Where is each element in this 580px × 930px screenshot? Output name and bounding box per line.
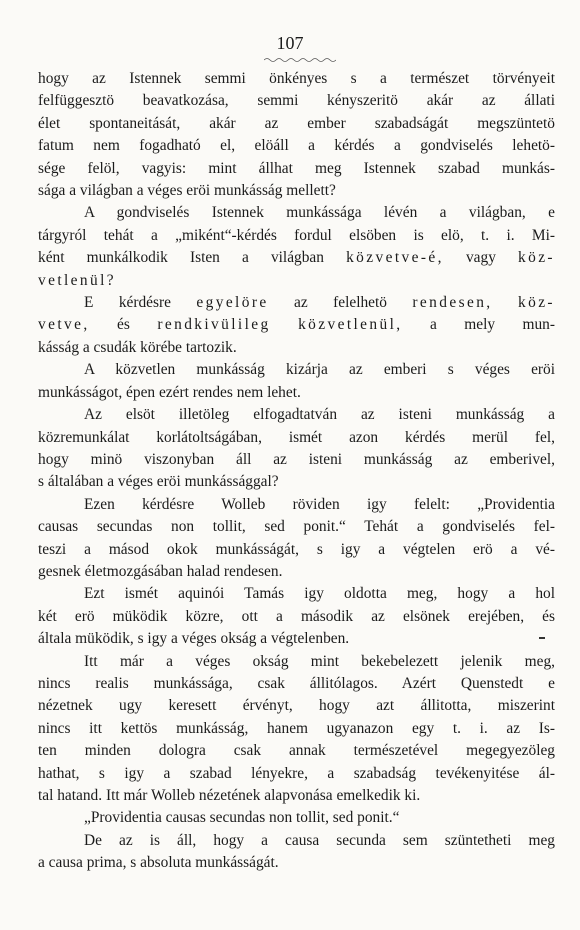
text-line: gesnek életmozgásában halad rendesen. bbox=[38, 562, 283, 580]
text-line bbox=[38, 292, 555, 314]
text-line: Ezt ismét aquinói Tamás igy oldotta meg, hogy a hol bbox=[84, 585, 555, 603]
text-line: Itt már a véges okság mint bekebelezett jelenik meg, bbox=[84, 652, 555, 670]
text-line bbox=[38, 247, 555, 269]
text-fragment: vagy bbox=[465, 249, 496, 267]
text-fragment: E kérdésre bbox=[84, 294, 171, 312]
text-line: általa müködik, s igy a véges okság a végtelenben. bbox=[38, 630, 350, 648]
text-line: sége felöl, vagyis: mint állhat meg Istennek szabad munkás- bbox=[38, 159, 555, 177]
text-line: hathat, s igy a szabad lényekre, a szabadság tevékenyitése ál- bbox=[38, 764, 555, 782]
text-line: ten minden dologra csak annak természetével megegyezöleg bbox=[38, 742, 555, 760]
text-line: A gondviselés Istennek munkássága lévén a világban, e bbox=[84, 204, 555, 222]
text-line: sága a világban a véges eröi munkásság mellett? bbox=[38, 182, 336, 200]
margin-dash bbox=[539, 637, 545, 639]
text-line: vetlenül? bbox=[38, 271, 117, 289]
spaced-emphasis: közvetve-é, bbox=[346, 249, 444, 267]
text-line: teszi a másod okok munkásságát, s igy a végtelen erö a vé- bbox=[38, 540, 555, 558]
spaced-emphasis: köz- bbox=[518, 249, 555, 267]
spaced-emphasis: rendesen, bbox=[412, 294, 493, 312]
text-line: nincs itt kettös munkásság, hanem ugyanazon egy t. i. az Is- bbox=[38, 719, 555, 737]
text-line: két erö müködik közre, ott a második az elsönek erejében, és bbox=[38, 607, 555, 625]
text-line: causas secundas non tollit, sed ponit.“ Tehát a gondviselés fel- bbox=[38, 518, 555, 536]
text-line: felfüggesztö beavatkozása, semmi kényszeritö akár az állati bbox=[38, 92, 555, 110]
text-line: hogy az Istennek semmi önkényes s a természet törvényeit bbox=[38, 70, 555, 87]
text-line: tárgyról tehát a „miként“-kérdés fordul elsöben is elö, t. i. Mi- bbox=[38, 226, 555, 244]
text-line: élet spontaneitását, akár az ember szabadságát megszüntetö bbox=[38, 114, 555, 132]
text-line: Az elsöt illetöleg elfogadtatván az isteni munkásság a bbox=[84, 406, 555, 424]
text-line: közremunkálat korlátoltságában, ismét azon kérdés merül fel, bbox=[38, 428, 555, 446]
text-line: a causa prima, s absoluta munkásságát. bbox=[38, 854, 279, 872]
text-line: kásság a csudák körébe tartozik. bbox=[38, 338, 237, 356]
text-fragment: ként munkálkodik Isten a világban bbox=[38, 249, 324, 267]
text-line: tal hatand. Itt már Wolleb nézetének alapvonása emelkedik ki. bbox=[38, 787, 421, 804]
text-fragment: az felelhetö bbox=[294, 294, 387, 312]
text-line: A közvetlen munkásság kizárja az emberi s véges eröi bbox=[84, 361, 555, 379]
text-line: munkásságot, épen ezért rendes nem lehet. bbox=[38, 383, 301, 401]
text-fragment: a mely mun- bbox=[430, 316, 556, 334]
text-line: Ezen kérdésre Wolleb röviden igy felelt: „Providentia bbox=[84, 495, 555, 513]
text-line: nézetnek ugy keresett érvényt, hogy azt állitotta, miszerint bbox=[38, 697, 555, 715]
text-line: fatum nem fogadható el, elöáll a kérdés a gondviselés lehetö- bbox=[38, 137, 555, 155]
text-fragment: és bbox=[117, 316, 130, 334]
body-text bbox=[38, 68, 555, 875]
spaced-emphasis: közvetlenül, bbox=[298, 316, 403, 334]
spaced-emphasis: köz- bbox=[518, 294, 555, 312]
wavy-ornament bbox=[264, 57, 336, 63]
page-number: 107 bbox=[276, 33, 304, 53]
text-line bbox=[38, 314, 555, 336]
spaced-emphasis: vetve, bbox=[38, 316, 90, 334]
text-line: s általában a véges eröi munkássággal? bbox=[38, 473, 279, 491]
text-line: „Providentia causas secundas non tollit, sed ponit.“ bbox=[84, 809, 400, 827]
spaced-emphasis: rendkivülileg bbox=[157, 316, 271, 334]
text-line: nincs realis munkássága, csak állitólagos. Azért Quenstedt e bbox=[38, 674, 555, 692]
text-line: De az is áll, hogy a causa secunda sem szüntetheti meg bbox=[84, 831, 555, 849]
spaced-emphasis: egyelöre bbox=[196, 294, 269, 312]
text-line: hogy minö viszonyban áll az isteni munkásság az emberivel, bbox=[38, 450, 555, 468]
